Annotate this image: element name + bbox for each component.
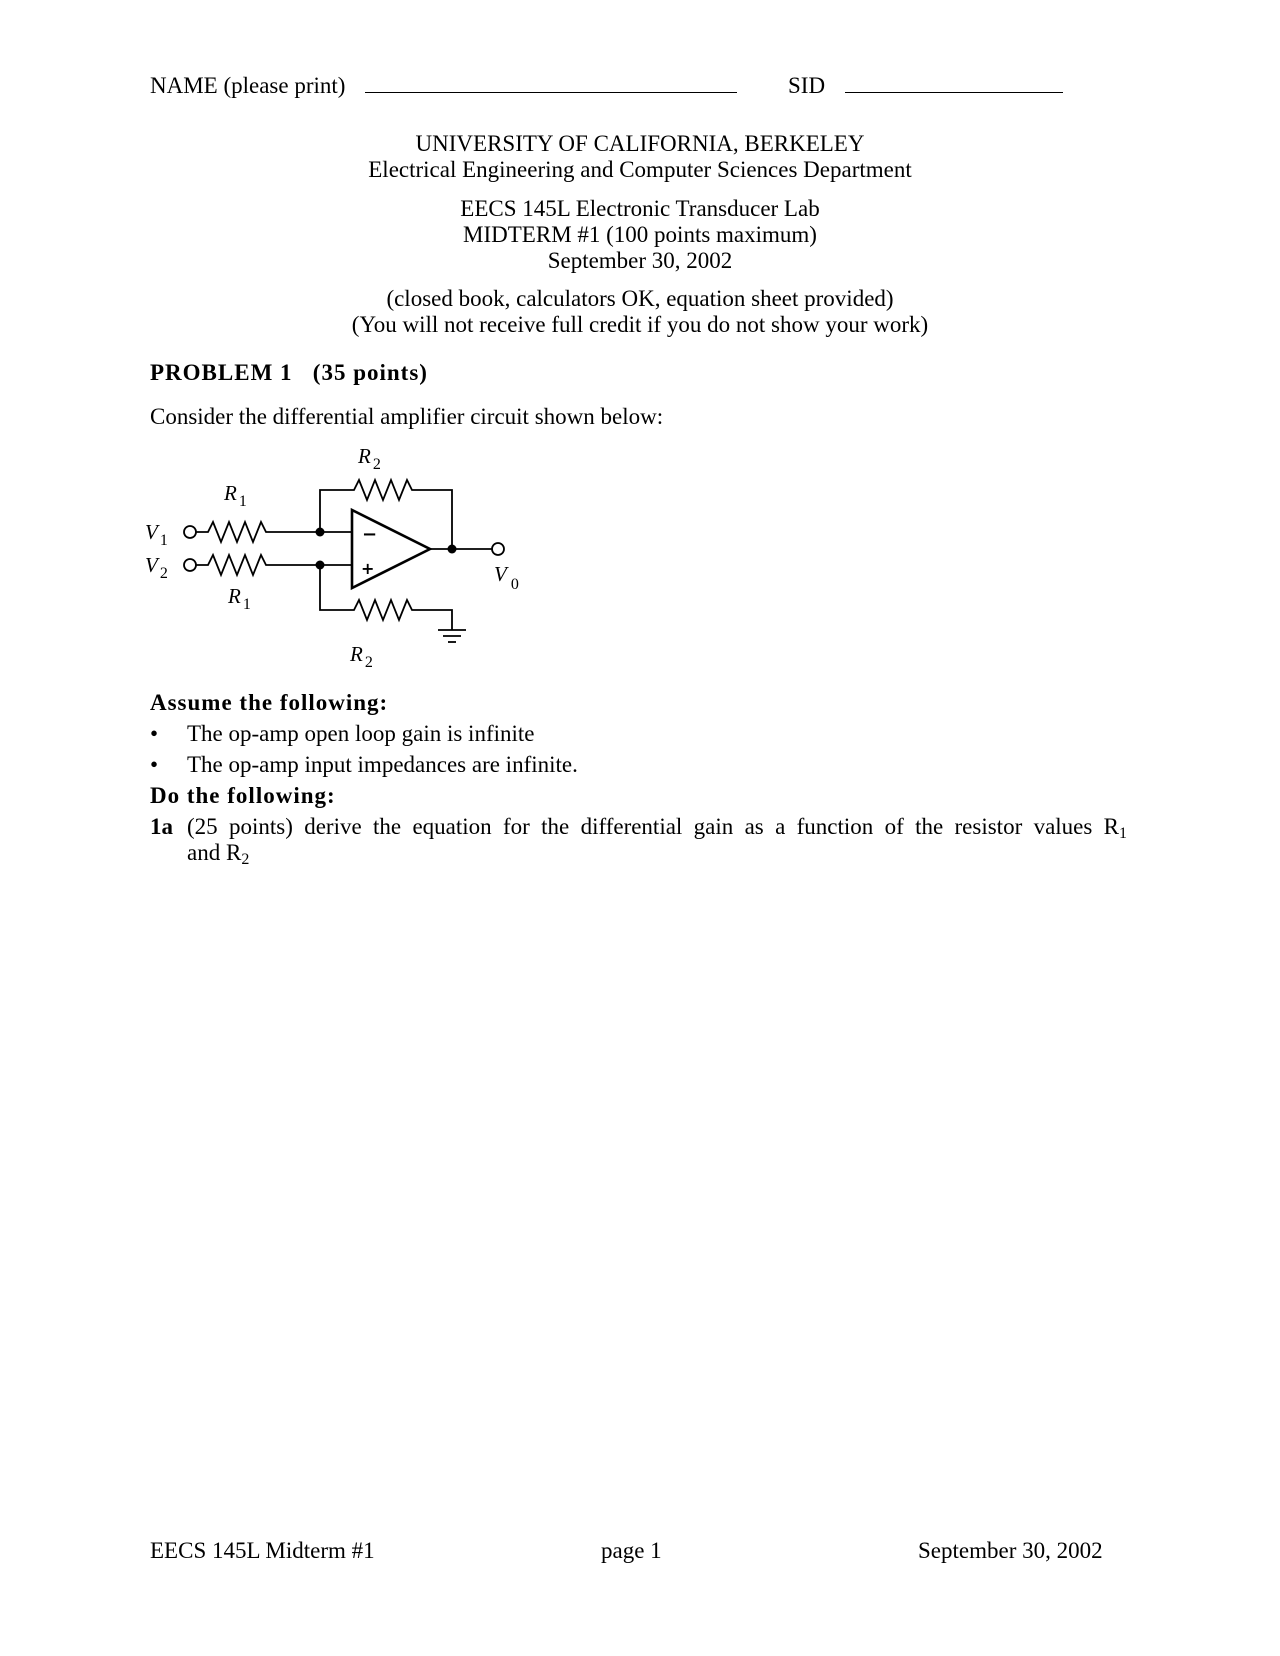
r2-bottom-resistor bbox=[320, 565, 452, 630]
name-label: NAME (please print) bbox=[150, 73, 346, 98]
r1-top-label: R $_1$ bbox=[224, 481, 247, 510]
bullet-icon: • bbox=[150, 752, 159, 777]
bullet-icon: • bbox=[150, 721, 159, 746]
v1-label: V $_1$ bbox=[145, 520, 168, 549]
question-1a-label: 1a bbox=[150, 814, 173, 839]
problem-heading: PROBLEM 1 (35 points) bbox=[150, 360, 428, 385]
question-1a-text-line2: and $R_2$ bbox=[187, 840, 250, 868]
r1-bottom-label: R $_1$ bbox=[228, 584, 251, 613]
differential-amplifier-circuit bbox=[140, 440, 540, 680]
junction-dot bbox=[316, 528, 325, 537]
vo-terminal bbox=[492, 543, 504, 555]
op-amp-minus-sign: − bbox=[362, 524, 378, 545]
r2-top-resistor bbox=[320, 480, 452, 549]
exam-note-1: (closed book, calculators OK, equation sheet provided) bbox=[386, 286, 894, 311]
exam-title: MIDTERM #1 (100 points maximum) bbox=[463, 222, 817, 247]
name-field bbox=[150, 72, 737, 99]
department-title: Electrical Engineering and Computer Sciences Department bbox=[368, 157, 912, 182]
footer-date: September 30, 2002 bbox=[918, 1538, 1103, 1563]
course-title: EECS 145L Electronic Transducer Lab bbox=[460, 196, 820, 221]
sid-field bbox=[788, 72, 1063, 99]
footer-left: EECS 145L Midterm #1 bbox=[150, 1538, 375, 1563]
v1-terminal bbox=[184, 526, 196, 538]
v2-label: V $_2$ bbox=[145, 553, 168, 582]
r2-bottom-label: R $_2$ bbox=[350, 642, 373, 671]
vo-label: V $_0$ bbox=[494, 562, 519, 593]
name-blank[interactable] bbox=[365, 72, 737, 93]
r2-top-label: R $_2$ bbox=[358, 444, 381, 473]
exam-note-2: (You will not receive full credit if you do not show your work) bbox=[351, 312, 929, 337]
problem-intro: Consider the differential amplifier circuit shown below: bbox=[150, 404, 664, 429]
junction-dot bbox=[316, 561, 325, 570]
r1-bottom-resistor bbox=[196, 555, 320, 575]
exam-date: September 30, 2002 bbox=[547, 248, 733, 273]
list-item: The op-amp input impedances are infinite. bbox=[187, 752, 578, 777]
v2-terminal bbox=[184, 559, 196, 571]
sid-label: SID bbox=[788, 73, 826, 98]
question-1a bbox=[150, 814, 1127, 842]
op-amp-plus-sign: + bbox=[361, 559, 375, 578]
footer-page-number: page 1 bbox=[601, 1538, 662, 1563]
junction-dot bbox=[448, 545, 457, 554]
r1-top-resistor bbox=[196, 522, 320, 542]
university-title: UNIVERSITY OF CALIFORNIA, BERKELEY bbox=[415, 131, 865, 156]
question-1a-text-line1: (25 points) derive the equation for the differential gain as a function of the resistor values $R_1$ bbox=[187, 814, 1127, 842]
sid-blank[interactable] bbox=[845, 72, 1063, 93]
todo-heading: Do the following: bbox=[150, 783, 336, 808]
list-item: The op-amp open loop gain is infinite bbox=[187, 721, 535, 746]
assume-heading: Assume the following: bbox=[150, 690, 389, 715]
